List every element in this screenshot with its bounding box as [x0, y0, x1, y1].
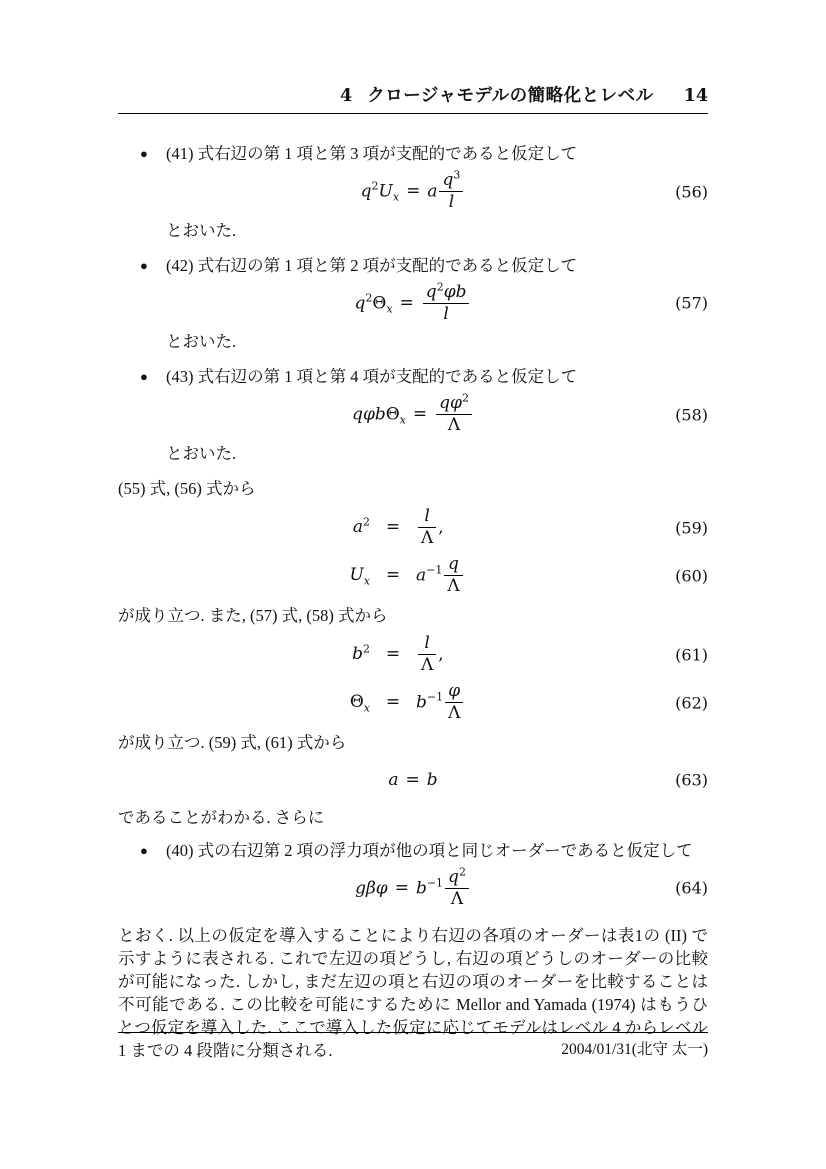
paragraph-from-57-58: が成り立つ. また, (57) 式, (58) 式から	[118, 605, 388, 625]
equation-63: a = b (63)	[388, 769, 708, 790]
page-number: 14	[683, 86, 708, 106]
equation-59-number: (59)	[675, 518, 708, 537]
bullet-item-40-label: (40) 式の右辺第 2 項の浮力項が他の項と同じオーダーであると仮定して	[166, 840, 693, 860]
equation-64: $g\beta\varphi = b^{-1}$ $\frac{q^2}{\Lambda}$ (64)	[355, 864, 708, 909]
equation-57: $q^2\Theta_x$ = $\frac{q^2\varphi b}{l}$ (57)	[354, 279, 708, 324]
item-continuation-2: とおいた.	[166, 332, 237, 351]
equation-60-relation: =	[385, 565, 401, 585]
bullet-item-42	[140, 254, 708, 277]
paragraph-from-55-56: (55) 式, (56) 式から	[118, 478, 256, 498]
equation-62: $\Theta_x$ = $b^{-1}$ $\frac{\varphi}{\Lambda}$ (62)	[349, 680, 708, 723]
body-text	[118, 142, 708, 1062]
footer-date-author: 2004/01/31(北守 太一)	[561, 1041, 708, 1058]
bullet-icon: ●	[140, 369, 148, 384]
bullet-item-42-label: (42) 式右辺の第 1 項と第 2 項が支配的であると仮定して	[166, 255, 578, 275]
page-header	[118, 84, 708, 114]
section-number: 4	[340, 86, 353, 106]
bullet-icon: ●	[140, 146, 148, 161]
paragraph-from-59-61: が成り立つ. (59) 式, (61) 式から	[118, 732, 347, 752]
equation-59: $a^2$ = $\frac{l}{\Lambda}$ , (59)	[352, 505, 708, 548]
equation-57-number: (57)	[675, 293, 708, 313]
page-footer	[118, 1032, 708, 1061]
bullet-item-43-label: (43) 式右辺の第 1 項と第 4 項が支配的であると仮定して	[166, 367, 578, 386]
equation-61-relation: =	[385, 644, 401, 664]
item-continuation-1: とおいた.	[166, 220, 237, 240]
equation-60-number: (60)	[675, 566, 708, 585]
closing-paragraph: とおく. 以上の仮定を導入することにより右辺の各項のオーダーは表1の (II) で示すように表される. これで左辺の項どうし, 右辺の項どうしのオーダーの比較が可能になった. しかし, まだ左辺の項と右辺の項のオーダーを比較することは不可能である. この比較を可能にするために Mellor and Yamada (1974) はもうひとつ仮定を導入した. ここで導入した仮定に応じてモデルはレベル 4 からレベル 1 までの 4 段階に分類される.	[118, 926, 708, 1060]
equation-64-number: (64)	[675, 878, 708, 898]
bullet-item-41-label: (41) 式右辺の第 1 項と第 3 項が支配的であると仮定して	[166, 144, 578, 163]
equation-56: $q^2U_x = a$ $\frac{q^3}{l}$ (56)	[360, 168, 708, 213]
equation-56-number: (56)	[675, 182, 708, 202]
equation-63-number: (63)	[675, 770, 708, 789]
equation-62-relation: =	[385, 692, 401, 712]
page-content	[118, 0, 708, 1068]
equation-61: $b^2$ = $\frac{l}{\Lambda}$ , (61)	[352, 632, 708, 675]
equation-62-number: (62)	[675, 693, 708, 712]
equation-58-number: (58)	[675, 405, 708, 425]
equation-59-relation: =	[385, 517, 401, 537]
equation-61-number: (61)	[675, 645, 708, 664]
equation-60: $U_x$ = $a^{-1}$ $\frac{q}{\Lambda}$ (60)	[349, 553, 708, 596]
item-continuation-3: とおいた.	[166, 443, 237, 463]
bullet-item-40	[140, 839, 708, 862]
running-head	[118, 84, 708, 108]
bullet-icon: ●	[140, 842, 148, 858]
paragraph-dearukoto: であることがわかる. さらに	[118, 807, 325, 827]
section-title: クロージャモデルの簡略化とレベル	[367, 85, 654, 105]
bullet-item-43	[140, 365, 708, 388]
bullet-item-41	[140, 142, 708, 165]
bullet-icon: ●	[140, 257, 148, 273]
equation-58: qφbΘ$_x$ = $\frac{q\varphi^2}{\Lambda}$ (58)	[352, 391, 708, 436]
